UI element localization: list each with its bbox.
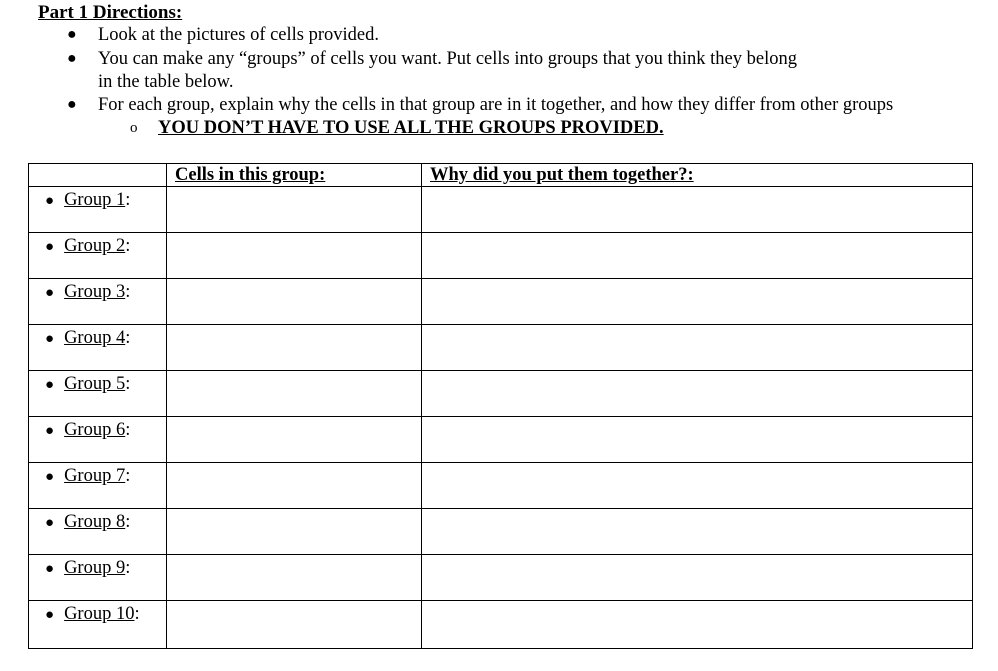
direction-sub-bullet (158, 117, 664, 139)
reason-cell[interactable] (422, 509, 973, 555)
reason-cell[interactable] (422, 417, 973, 463)
table-row (29, 463, 973, 509)
bullet-icon: ● (45, 469, 55, 485)
bullet-icon: ● (45, 331, 55, 347)
group-label-cell (29, 417, 167, 463)
group-label: Group 3 (64, 282, 126, 302)
group-label-cell (29, 187, 167, 233)
group-label-cell (29, 279, 167, 325)
header-blank-cell (29, 164, 167, 187)
header-why-cell (422, 164, 973, 187)
table-row (29, 325, 973, 371)
group-label: Group 6 (64, 420, 126, 440)
bullet-icon: ● (45, 239, 55, 255)
direction-bullet-1: Look at the pictures of cells provided. (98, 25, 380, 45)
group-label-colon: : (125, 282, 131, 302)
groups-table (28, 163, 973, 649)
group-label: Group 9 (64, 558, 126, 578)
cells-in-group-cell[interactable] (167, 509, 422, 555)
bullet-icon: ● (45, 193, 55, 209)
table-row (29, 417, 973, 463)
cells-in-group-cell[interactable] (167, 187, 422, 233)
cells-in-group-cell[interactable] (167, 463, 422, 509)
group-label-cell (29, 555, 167, 601)
table-row (29, 279, 973, 325)
group-label-colon: : (134, 604, 140, 624)
cells-in-group-cell[interactable] (167, 279, 422, 325)
group-label: Group 2 (64, 236, 126, 256)
group-label-colon: : (125, 328, 131, 348)
group-label: Group 5 (64, 374, 126, 394)
header-cells-label: Cells in this group: (175, 165, 326, 185)
table-row (29, 509, 973, 555)
directions-heading: Part 1 Directions: (38, 2, 183, 23)
table-row (29, 233, 973, 279)
reason-cell[interactable] (422, 555, 973, 601)
bullet-icon: ● (45, 515, 55, 531)
group-label-colon: : (125, 374, 131, 394)
bullet-icon: ● (67, 96, 77, 113)
bullet-icon: ● (45, 423, 55, 439)
group-label: Group 10 (64, 604, 135, 624)
bullet-icon: ● (67, 26, 77, 43)
table-row (29, 371, 973, 417)
group-label-colon: : (125, 512, 131, 532)
table-header-row (29, 164, 973, 187)
reason-cell[interactable] (422, 371, 973, 417)
reason-cell[interactable] (422, 325, 973, 371)
bullet-icon: ● (45, 561, 55, 577)
group-label-cell (29, 601, 167, 649)
group-label: Group 7 (64, 466, 126, 486)
reason-cell[interactable] (422, 463, 973, 509)
table-row (29, 601, 973, 649)
cells-in-group-cell[interactable] (167, 555, 422, 601)
group-label: Group 4 (64, 328, 126, 348)
reason-cell[interactable] (422, 233, 973, 279)
sub-bullet-period: . (659, 118, 664, 138)
reason-cell[interactable] (422, 601, 973, 649)
group-label-cell (29, 233, 167, 279)
cells-in-group-cell[interactable] (167, 417, 422, 463)
group-label-colon: : (125, 190, 131, 210)
table-row (29, 555, 973, 601)
bullet-icon: ● (45, 377, 55, 393)
group-label-cell (29, 463, 167, 509)
cells-in-group-cell[interactable] (167, 601, 422, 649)
bullet-icon: ● (45, 285, 55, 301)
header-why-label: Why did you put them together?: (430, 165, 694, 185)
group-label: Group 8 (64, 512, 126, 532)
direction-bullet-2-cont: in the table below. (98, 72, 234, 92)
reason-cell[interactable] (422, 187, 973, 233)
reason-cell[interactable] (422, 279, 973, 325)
bullet-icon: ● (67, 50, 77, 67)
group-label-cell (29, 509, 167, 555)
group-label-cell (29, 325, 167, 371)
cells-in-group-cell[interactable] (167, 233, 422, 279)
group-label-colon: : (125, 236, 131, 256)
group-label-colon: : (125, 466, 131, 486)
direction-bullet-3: For each group, explain why the cells in that group are in it together, and how they differ from other groups (98, 95, 894, 115)
bullet-icon: ● (45, 607, 55, 623)
cells-in-group-cell[interactable] (167, 371, 422, 417)
group-label-cell (29, 371, 167, 417)
sub-bullet-icon: o (130, 120, 138, 136)
direction-bullet-2: You can make any “groups” of cells you want. Put cells into groups that you think they belong (98, 49, 797, 69)
group-label-colon: : (125, 558, 131, 578)
group-label: Group 1 (64, 190, 126, 210)
sub-bullet-text: YOU DON’T HAVE TO USE ALL THE GROUPS PROVIDED (158, 118, 659, 138)
cells-in-group-cell[interactable] (167, 325, 422, 371)
table-row (29, 187, 973, 233)
header-cells-cell (167, 164, 422, 187)
group-label-colon: : (125, 420, 131, 440)
